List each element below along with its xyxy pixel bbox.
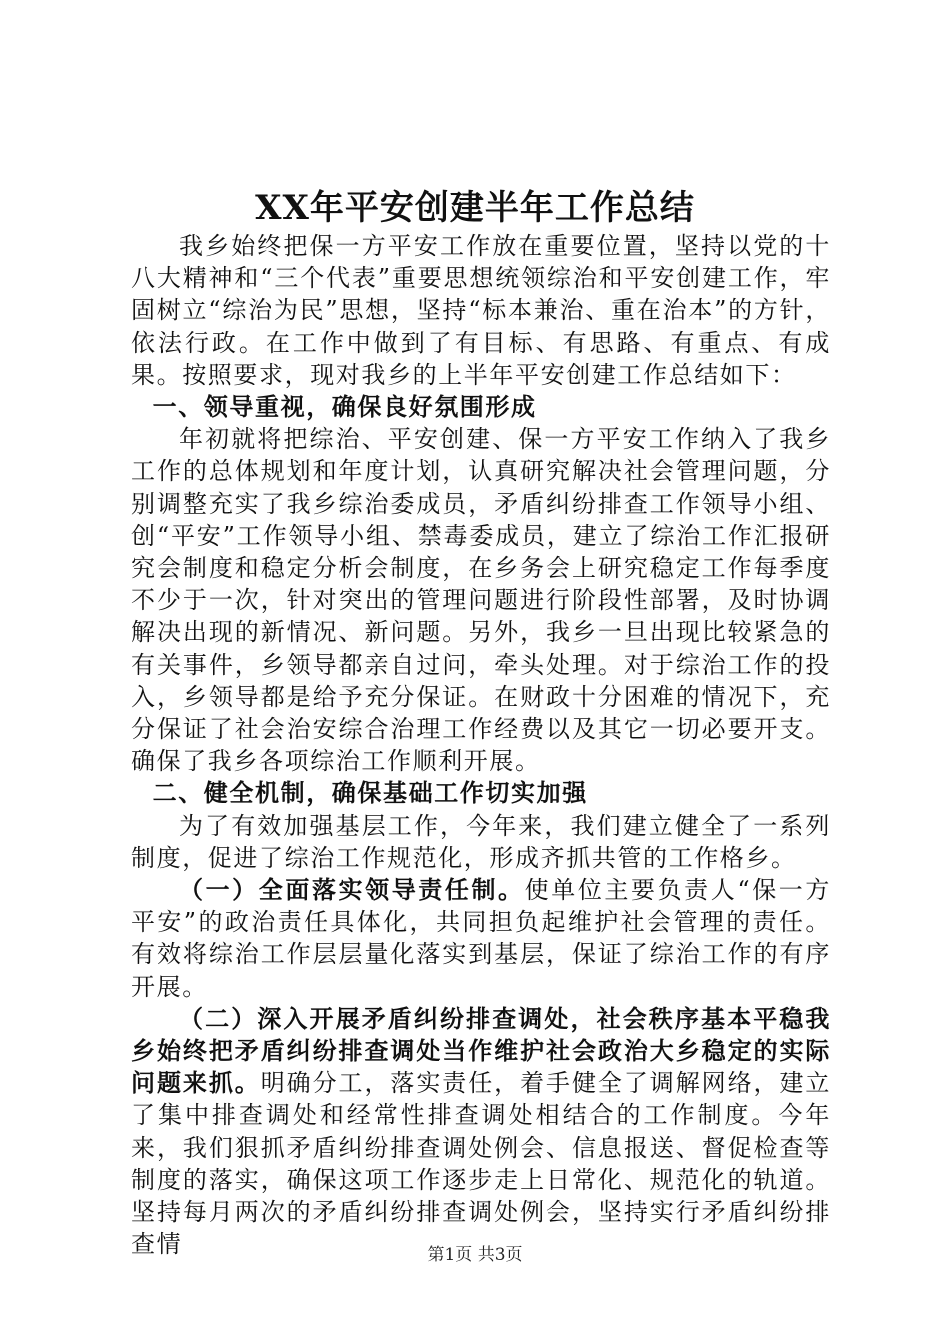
item-1-body: 使单位主要负责人“保一方平安”的政治责任具体化，共同担负起维护社会管理的责任。有效将综治工作层层量化落实到基层，保证了综治工作的有序开展。	[131, 876, 831, 1001]
section-1-heading: 一、领导重视，确保良好氛围形成	[152, 393, 537, 422]
item-2-lead: （二）深入开展矛盾纠纷排查调处，社会秩序基本平稳我乡始终把矛盾纠纷排查调处当作维护社会政治大乡稳定的实际问题来抓。	[131, 1004, 831, 1098]
section-2-heading: 二、健全机制，确保基础工作切实加强	[152, 779, 588, 808]
section-1-paragraph: 年初就将把综治、平安创建、保一方平安工作纳入了我乡工作的总体规划和年度计划，认真研究解决社会管理问题，分别调整充实了我乡综治委成员，矛盾纠纷排查工作领导小组、创“平安”工作领导小组、禁毒委成员，建立了综治工作汇报研究会制度和稳定分析会制度，在乡务会上研究稳定工作每季度不少于一次，针对突出的管理问题进行阶段性部署，及时协调解决出现的新情况、新问题。另外，我乡一旦出现比较紧急的有关事件，乡领导都亲自过问，牵头处理。对于综治工作的投入，乡领导都是给予充分保证。在财政十分困难的情况下，充分保证了社会治安综合治理工作经费以及其它一切必要开支。确保了我乡各项综治工作顺利开展。	[131, 425, 831, 776]
section-2-paragraph: 为了有效加强基层工作，今年来，我们建立健全了一系列制度，促进了综治工作规范化，形成齐抓共管的工作格乡。	[131, 811, 831, 872]
document-title: XX年平安创建半年工作总结	[255, 188, 695, 228]
item-1-lead: （一）全面落实领导责任制。	[179, 876, 525, 905]
item-1-paragraph	[131, 874, 831, 1003]
item-2-body: 明确分工，落实责任，着手健全了调解网络，建立了集中排查调处和经常性排查调处相结合的工作制度。今年来，我们狠抓矛盾纠纷排查调处例会、信息报送、督促检查等制度的落实，确保这项工作逐步走上日常化、规范化的轨道。坚持每月两次的矛盾纠纷排查调处例会，坚持实行矛盾纠纷排查情	[131, 1069, 832, 1259]
page-footer: 第1页 共3页	[427, 1245, 523, 1265]
intro-paragraph: 我乡始终把保一方平安工作放在重要位置，坚持以党的十八大精神和“三个代表”重要思想统领综治和平安创建工作，牢固树立“综治为民”思想，坚持“标本兼治、重在治本”的方针，依法行政。在工作中做到了有目标、有思路、有重点、有成果。按照要求，现对我乡的上半年平安创建工作总结如下：	[131, 232, 831, 389]
document-body	[131, 230, 831, 1261]
item-2-paragraph	[131, 1003, 831, 1261]
